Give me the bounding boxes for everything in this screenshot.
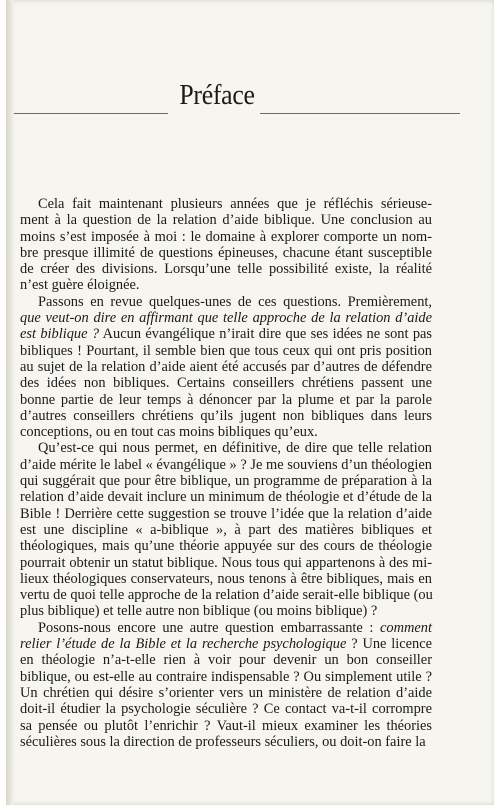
text-run: est une discipline « a-biblique », à part des matières bibliques et <box>20 521 432 538</box>
italic-text: que veut-on dire en affirmant que telle approche de la relation d’aide <box>20 310 432 327</box>
header-rule-right <box>260 113 460 114</box>
book-page <box>6 0 494 805</box>
text-run: Qu’est-ce qui nous permet, en définitive, de dire que telle relation <box>38 440 432 457</box>
text-line <box>20 555 432 571</box>
text-run: ment à la question de la relation d’aide biblique. Une conclusion au <box>20 212 432 229</box>
text-line <box>20 538 432 554</box>
text-run: biblique, ou est-elle au contraire indispensable ? Ou simplement utile ? <box>20 668 432 685</box>
text-run: Aucun évangélique n’irait dire que ses idées ne sont pas <box>99 326 433 343</box>
text-line <box>20 571 432 587</box>
text-line <box>20 734 432 750</box>
chapter-title: Préface <box>179 80 255 111</box>
text-line <box>20 440 432 456</box>
text-line <box>20 196 432 212</box>
text-run: moins s’est imposée à moi : le domaine à explorer comporte un nom- <box>20 228 432 245</box>
text-line <box>20 343 432 359</box>
text-line <box>20 636 432 652</box>
text-run: lieux théologiques conservateurs, nous tenons à être bibliques, mais en <box>20 570 432 587</box>
text-run: bonne partie de leur temps à dénoncer par la plume et par la parole <box>20 391 432 408</box>
text-line <box>20 359 432 375</box>
text-run: pourrait obtenir un statut biblique. Nous tous qui appartenons à des mi- <box>20 554 432 571</box>
paragraph <box>20 294 432 441</box>
text-line <box>20 522 432 538</box>
text-run: relation d’aide devait inclure un minimum de théologie et d’étude de la <box>20 489 432 506</box>
text-run: séculières sous la direction de professeurs séculiers, ou doit-on faire la <box>20 733 426 750</box>
text-run: qui suggérait que pour être biblique, un programme de préparation à la <box>20 473 432 490</box>
text-run: Cela fait maintenant plusieurs années que je réfléchis sérieuse- <box>38 196 432 212</box>
paragraph <box>20 196 432 294</box>
text-line <box>20 212 432 228</box>
text-run: Passons en revue quelques-unes de ces questions. Premièrement, <box>38 293 432 310</box>
text-run: Posons-nous encore une autre question embarrassante : <box>38 619 381 636</box>
text-line <box>20 408 432 424</box>
header-rule-left <box>14 113 168 114</box>
text-run: de créer des divisions. Lorsqu’une telle possibilité existe, la réalité <box>20 261 432 278</box>
text-line <box>20 245 432 261</box>
text-line <box>20 229 432 245</box>
text-run: Un chrétien qui désire s’orienter vers un ministère de relation d’aide <box>20 684 432 701</box>
text-line <box>20 603 432 619</box>
text-line <box>20 457 432 473</box>
text-line <box>20 718 432 734</box>
text-line <box>20 424 432 440</box>
text-line <box>20 294 432 310</box>
text-line <box>20 375 432 391</box>
text-run: ? Une licence <box>346 636 432 653</box>
text-run: plus biblique) et telle autre non biblique (ou moins biblique) ? <box>20 603 378 620</box>
italic-text: est biblique ? <box>20 326 100 343</box>
text-line <box>20 473 432 489</box>
text-run: bibliques ! Pourtant, il semble bien que tous ceux qui ont pris position <box>20 342 432 359</box>
text-run: bre presque illimité de questions épineuses, chacune étant susceptible <box>20 244 432 261</box>
text-line <box>20 669 432 685</box>
text-run: Bible ! Derrière cette suggestion se trouve l’idée que la relation d’aide <box>20 505 432 522</box>
text-line <box>20 261 432 277</box>
body-text <box>20 196 432 750</box>
text-line <box>20 685 432 701</box>
italic-text: comment <box>380 619 432 636</box>
text-run: d’aide mérite le label « évangélique » ? Je me souviens d’un théologien <box>20 456 432 473</box>
text-line <box>20 620 432 636</box>
text-run: théologiques, mais qu’une théorie appuyée sur des cours de théologie <box>20 538 432 555</box>
text-run: des idées non bibliques. Certains conseillers chrétiens passent une <box>20 375 432 392</box>
text-line <box>20 310 432 326</box>
text-line <box>20 587 432 603</box>
text-run: doit-il étudier la psychologie séculière ? Ce contact va-t-il corrompre <box>20 701 432 718</box>
text-line <box>20 701 432 717</box>
paragraph <box>20 440 432 619</box>
text-line <box>20 506 432 522</box>
text-line <box>20 652 432 668</box>
text-line <box>20 277 432 293</box>
chapter-header <box>6 80 494 130</box>
text-run: d’autres conseillers chrétiens qu’ils jugent non bibliques dans leurs <box>20 407 432 424</box>
text-run: en théologie n’a-t-elle rien à voir pour devenir un bon conseiller <box>20 652 432 669</box>
text-run: sa pensée ou plutôt l’enrichir ? Vaut-il mieux examiner les théories <box>20 717 432 734</box>
text-run: conceptions, ou en tout cas moins bibliques qu’eux. <box>20 424 318 441</box>
text-run: n’est guère éloignée. <box>20 277 140 294</box>
text-line <box>20 326 432 342</box>
text-run: vertu de quoi telle approche de la relation d’aide serait-elle biblique (ou <box>20 587 433 604</box>
text-line <box>20 392 432 408</box>
text-run: au sujet de la relation d’aide aient été accusés par d’autres de défendre <box>20 358 432 375</box>
italic-text: relier l’étude de la Bible et la recherche psychologique <box>20 636 347 653</box>
paragraph <box>20 620 432 750</box>
text-line <box>20 489 432 505</box>
